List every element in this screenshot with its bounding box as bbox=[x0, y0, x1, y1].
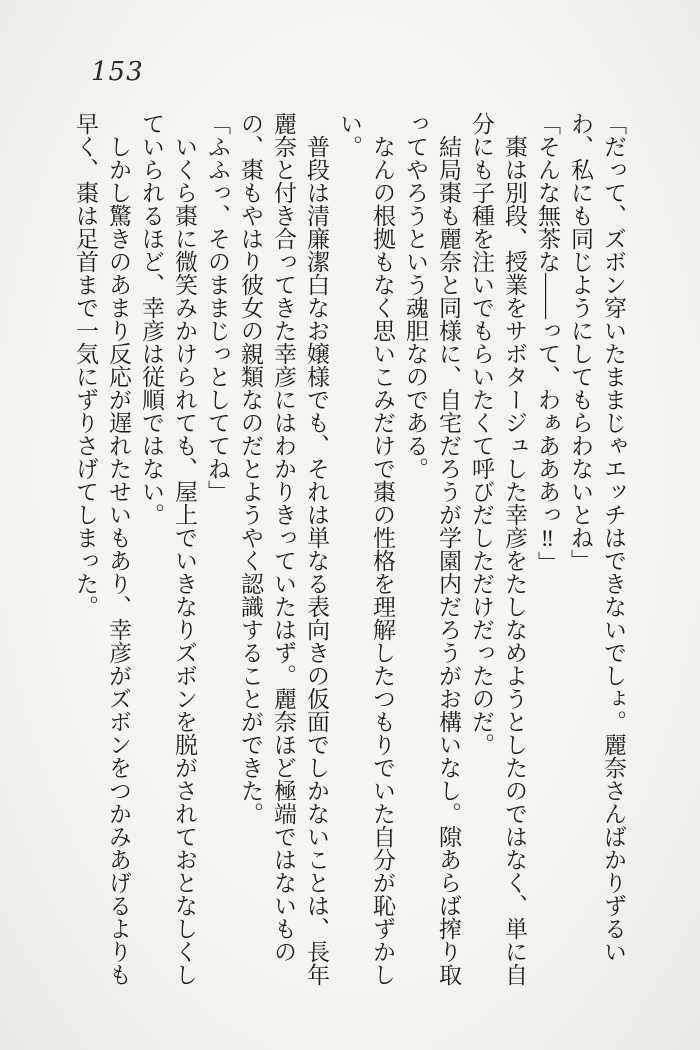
page-number: 153 bbox=[91, 57, 144, 87]
paragraph: 結局棗も麗奈と同様に、自宅だろうが学園内だろうがお構いなし。隙あらば搾り取ってやろうという魂胆なのである。 bbox=[403, 112, 461, 986]
paragraph: 普段は清廉潔白なお嬢様でも、それは単なる表向きの仮面でしかないことは、長年麗奈と付き合ってきた幸彦にはわかりきっていたはず。麗奈ほど極端ではないものの、棗もやはり彼女の親類なのだとようやく認識することができた。 bbox=[238, 112, 329, 986]
paragraph: 「ふふっ、そのままじっとしててね」 bbox=[205, 112, 230, 503]
page-text bbox=[69, 112, 630, 988]
paragraph: しかし驚きのあまり反応が遅れたせいもあり、幸彦がズボンをつかみあげるよりも早く、棗は足首まで一気にずりさげてしまった。 bbox=[73, 112, 131, 986]
paragraph: 「そんな無茶な――って、わぁあああっ‼」 bbox=[535, 112, 560, 574]
paragraph: 「だって、ズボン穿いたままじゃエッチはできないでしょ。麗奈さんばかりずるいわ、私にも同じようにしてもらわないとね」 bbox=[568, 112, 626, 963]
paragraph: 棗は別段、授業をサボタージュした幸彦をたしなめようとしたのではなく、単に自分にも子種を注いでもらいたくて呼びだしただけだったのだ。 bbox=[469, 112, 527, 986]
paragraph: いくら棗に微笑みかけられても、屋上でいきなりズボンを脱がされておとなしくしていられるほど、幸彦は従順ではない。 bbox=[139, 112, 197, 986]
paragraph: なんの根拠もなく思いこみだけで棗の性格を理解したつもりでいた自分が恥ずかしい。 bbox=[337, 112, 395, 986]
